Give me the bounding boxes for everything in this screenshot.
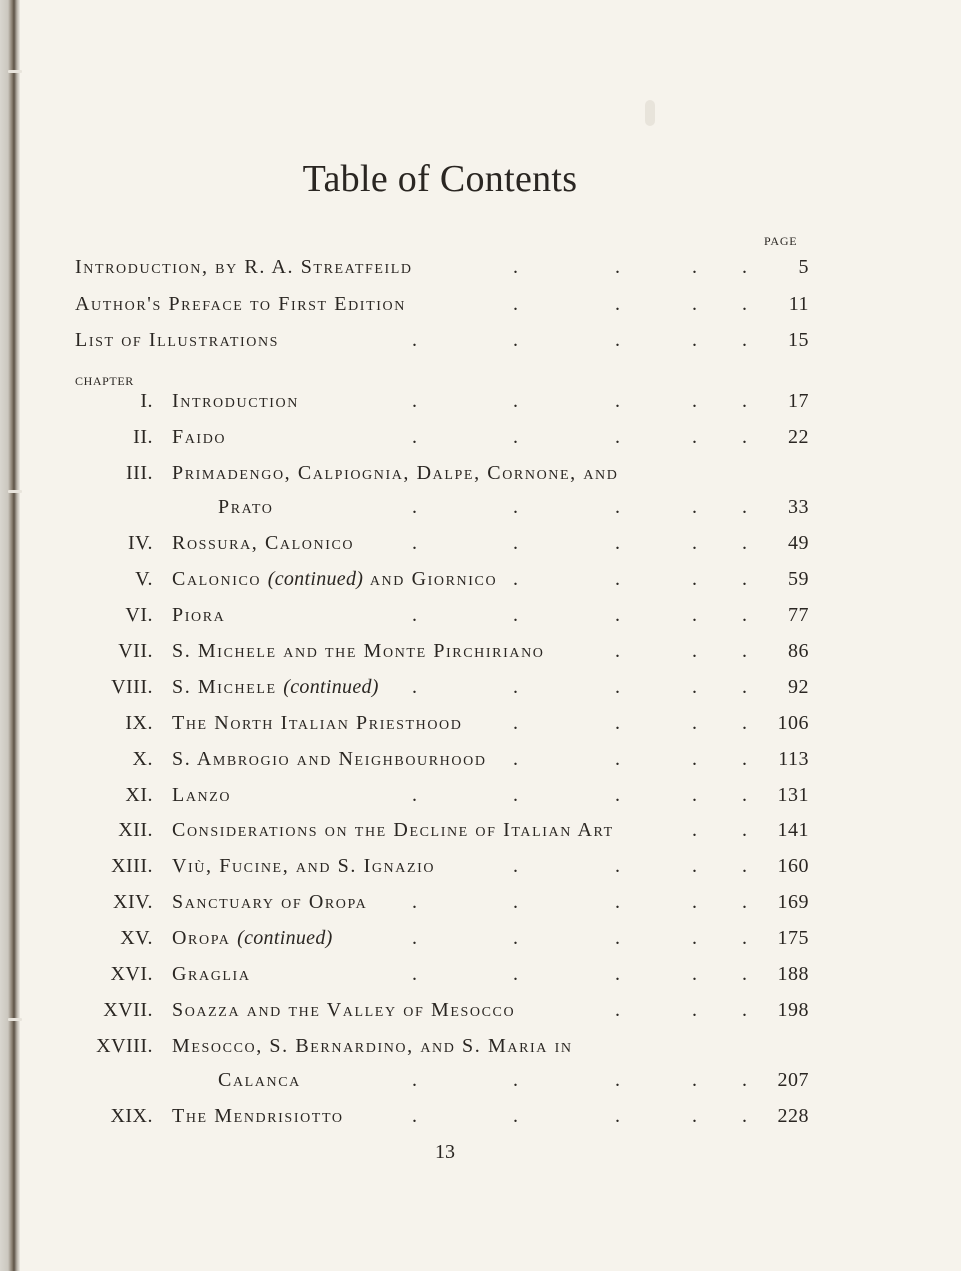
leader-dot: .	[615, 532, 620, 555]
toc-entry-chapter[interactable]	[0, 640, 961, 670]
entry-title: S. Michele (continued)	[172, 675, 379, 698]
leader-dot: .	[742, 256, 747, 278]
leader-dot: .	[412, 963, 417, 985]
page-number: 13	[435, 1141, 455, 1163]
leader-dot: .	[742, 927, 747, 950]
leader-dot: .	[615, 256, 620, 278]
entry-page: 175	[777, 927, 809, 950]
leader-dot: .	[615, 855, 620, 878]
page-column-label: PAGE	[764, 234, 798, 248]
leader-dot: .	[412, 783, 417, 806]
leader-dot: .	[513, 568, 518, 591]
leader-dot: .	[513, 390, 518, 412]
toc-entry-chapter[interactable]	[0, 927, 961, 957]
leader-dot: .	[692, 604, 697, 626]
toc-entry-chapter[interactable]	[0, 676, 961, 706]
entry-page: 15	[788, 329, 809, 351]
toc-entry-continuation[interactable]	[0, 1069, 961, 1099]
leader-dot: .	[513, 425, 518, 448]
leader-dot: .	[513, 496, 518, 519]
leader-dot: .	[692, 639, 697, 662]
entry-page: 5	[798, 256, 809, 278]
entry-page: 228	[777, 1105, 809, 1128]
entry-title: Sanctuary of Oropa	[172, 891, 368, 914]
leader-dot: .	[742, 604, 747, 626]
leader-dot: .	[742, 963, 747, 985]
leader-dot: .	[615, 292, 620, 315]
entry-title: Graglia	[172, 963, 251, 985]
leader-dot: .	[742, 711, 747, 734]
chapter-number: XIII.	[111, 855, 153, 878]
leader-dot: .	[742, 819, 747, 842]
chapter-number: XII.	[118, 819, 153, 842]
leader-dot: .	[513, 783, 518, 806]
entry-title-continued: Calanca	[218, 1069, 301, 1092]
toc-entry-chapter[interactable]	[0, 604, 961, 634]
entry-page: 141	[777, 819, 809, 842]
chapter-number: VII.	[118, 639, 153, 662]
entry-title-italic: (continued)	[267, 568, 364, 591]
leader-dot: .	[412, 496, 417, 519]
entry-title: Piora	[172, 604, 226, 626]
leader-dot: .	[615, 747, 620, 770]
entry-title: The Mendrisiotto	[172, 1105, 344, 1128]
entry-title: Considerations on the Decline of Italian Art	[172, 819, 614, 842]
entry-page: 160	[777, 855, 809, 878]
chapter-number: VI.	[125, 604, 153, 626]
leader-dot: .	[513, 927, 518, 950]
leader-dot: .	[513, 1105, 518, 1128]
chapter-number: XIX.	[110, 1105, 153, 1128]
leader-dot: .	[412, 927, 417, 950]
toc-entry-chapter[interactable]	[0, 426, 961, 456]
leader-dot: .	[692, 425, 697, 448]
leader-dot: .	[742, 532, 747, 555]
toc-entry-chapter[interactable]	[0, 891, 961, 921]
leader-dot: .	[513, 292, 518, 315]
toc-entry-chapter[interactable]	[0, 712, 961, 742]
entry-page: 17	[788, 390, 809, 412]
chapter-number: XV.	[120, 927, 153, 950]
chapter-number: III.	[126, 461, 153, 484]
leader-dot: .	[513, 1069, 518, 1092]
toc-entry-front-matter[interactable]	[0, 256, 961, 286]
entry-title: S. Michele and the Monte Pirchiriano	[172, 639, 545, 662]
leader-dot: .	[742, 855, 747, 878]
leader-dot: .	[615, 639, 620, 662]
leader-dot: .	[692, 496, 697, 519]
entry-page: 131	[777, 783, 809, 806]
leader-dot: .	[742, 639, 747, 662]
entry-title: Viù, Fucine, and S. Ignazio	[172, 855, 436, 878]
entry-page: 33	[788, 496, 809, 519]
leader-dot: .	[692, 927, 697, 950]
leader-dot: .	[742, 425, 747, 448]
leader-dot: .	[615, 604, 620, 626]
leader-dot: .	[692, 1105, 697, 1128]
leader-dot: .	[692, 747, 697, 770]
entry-page: 86	[788, 639, 809, 662]
toc-entry-chapter[interactable]	[0, 748, 961, 778]
chapter-number: XIV.	[113, 891, 153, 914]
entry-page: 113	[778, 747, 809, 770]
leader-dot: .	[513, 747, 518, 770]
entry-page: 207	[777, 1069, 809, 1092]
leader-dot: .	[692, 963, 697, 985]
entry-title: Introduction, by R. A. Streatfeild	[75, 256, 413, 278]
chapter-number: I.	[140, 390, 153, 412]
leader-dot: .	[412, 604, 417, 626]
entry-page: 22	[788, 425, 809, 448]
chapter-column-label: CHAPTER	[75, 374, 134, 388]
leader-dot: .	[692, 390, 697, 412]
chapter-number: V.	[135, 568, 153, 591]
leader-dot: .	[513, 711, 518, 734]
chapter-number: II.	[133, 425, 153, 448]
entry-page: 11	[788, 292, 809, 315]
toc-entry-front-matter[interactable]	[0, 329, 961, 359]
leader-dot: .	[513, 963, 518, 985]
chapter-number: X.	[132, 747, 153, 770]
chapter-number: VIII.	[111, 675, 153, 698]
entry-title: Oropa (continued)	[172, 927, 333, 950]
leader-dot: .	[615, 783, 620, 806]
entry-title: Primadengo, Calpiognia, Dalpe, Cornone, and	[172, 461, 619, 484]
entry-title: List of Illustrations	[75, 329, 280, 351]
leader-dot: .	[692, 532, 697, 555]
entry-page: 198	[777, 998, 809, 1021]
leader-dot: .	[412, 329, 417, 351]
entry-title-continued: Prato	[218, 496, 274, 519]
entry-title: S. Ambrogio and Neighbourhood	[172, 747, 487, 770]
leader-dot: .	[742, 329, 747, 351]
leader-dot: .	[615, 390, 620, 412]
entry-title: Introduction	[172, 390, 299, 412]
toc-entry-chapter[interactable]	[0, 784, 961, 814]
leader-dot: .	[742, 747, 747, 770]
leader-dot: .	[513, 891, 518, 914]
leader-dot: .	[742, 1069, 747, 1092]
toc-entry-chapter[interactable]	[0, 963, 961, 993]
leader-dot: .	[692, 783, 697, 806]
toc-entry-chapter[interactable]	[0, 999, 961, 1029]
toc-entry-chapter[interactable]	[0, 462, 961, 492]
entry-title-italic: (continued)	[237, 927, 333, 950]
paper-smudge	[645, 100, 655, 126]
entry-page: 59	[788, 568, 809, 591]
leader-dot: .	[742, 1105, 747, 1128]
leader-dot: .	[692, 256, 697, 278]
entry-title: Lanzo	[172, 783, 232, 806]
toc-entry-chapter[interactable]	[0, 568, 961, 598]
leader-dot: .	[513, 604, 518, 626]
leader-dot: .	[742, 496, 747, 519]
leader-dot: .	[615, 998, 620, 1021]
entry-page: 188	[777, 963, 809, 985]
leader-dot: .	[615, 1105, 620, 1128]
toc-entry-continuation[interactable]	[0, 496, 961, 526]
leader-dot: .	[412, 675, 417, 698]
entry-title: Soazza and the Valley of Mesocco	[172, 998, 516, 1021]
chapter-number: XVII.	[103, 998, 153, 1021]
leader-dot: .	[615, 963, 620, 985]
chapter-number: XVIII.	[96, 1034, 153, 1057]
entry-title: The North Italian Priesthood	[172, 711, 463, 734]
entry-page: 106	[777, 711, 809, 734]
entry-title: Faido	[172, 425, 227, 448]
chapter-number: IX.	[125, 711, 153, 734]
toc-entry-chapter[interactable]	[0, 855, 961, 885]
toc-entry-front-matter[interactable]	[0, 293, 961, 323]
leader-dot: .	[742, 891, 747, 914]
leader-dot: .	[412, 1069, 417, 1092]
leader-dot: .	[692, 568, 697, 591]
toc-entry-chapter[interactable]	[0, 819, 961, 849]
leader-dot: .	[412, 532, 417, 555]
leader-dot: .	[412, 425, 417, 448]
chapter-number: XVI.	[110, 963, 153, 985]
leader-dot: .	[412, 390, 417, 412]
chapter-number: IV.	[127, 532, 153, 555]
leader-dot: .	[615, 1069, 620, 1092]
toc-entry-chapter[interactable]	[0, 1035, 961, 1065]
leader-dot: .	[412, 1105, 417, 1128]
entry-page: 77	[788, 604, 809, 626]
leader-dot: .	[692, 891, 697, 914]
binding-stitch	[8, 70, 22, 73]
toc-entry-chapter[interactable]	[0, 532, 961, 562]
leader-dot: .	[742, 292, 747, 315]
entry-title: Author's Preface to First Edition	[75, 292, 406, 315]
leader-dot: .	[692, 855, 697, 878]
leader-dot: .	[692, 1069, 697, 1092]
entry-page: 49	[788, 532, 809, 555]
leader-dot: .	[513, 675, 518, 698]
toc-entry-chapter[interactable]	[0, 1105, 961, 1135]
leader-dot: .	[615, 711, 620, 734]
leader-dot: .	[742, 783, 747, 806]
leader-dot: .	[742, 998, 747, 1021]
leader-dot: .	[615, 568, 620, 591]
leader-dot: .	[692, 675, 697, 698]
entry-title: Rossura, Calonico	[172, 532, 355, 555]
page-title: Table of Contents	[302, 158, 578, 200]
leader-dot: .	[615, 425, 620, 448]
entry-page: 92	[788, 675, 809, 698]
entry-title-italic: (continued)	[283, 675, 379, 698]
leader-dot: .	[615, 927, 620, 950]
leader-dot: .	[692, 329, 697, 351]
leader-dot: .	[513, 532, 518, 555]
leader-dot: .	[742, 675, 747, 698]
leader-dot: .	[742, 390, 747, 412]
leader-dot: .	[615, 496, 620, 519]
leader-dot: .	[513, 855, 518, 878]
leader-dot: .	[513, 329, 518, 351]
entry-page: 169	[777, 891, 809, 914]
leader-dot: .	[742, 568, 747, 591]
leader-dot: .	[692, 292, 697, 315]
leader-dot: .	[615, 675, 620, 698]
leader-dot: .	[615, 329, 620, 351]
leader-dot: .	[412, 891, 417, 914]
toc-entry-chapter[interactable]	[0, 390, 961, 420]
leader-dot: .	[692, 819, 697, 842]
leader-dot: .	[692, 711, 697, 734]
leader-dot: .	[615, 891, 620, 914]
entry-title: Mesocco, S. Bernardino, and S. Maria in	[172, 1034, 573, 1057]
entry-title: Calonico (continued) and Giornico	[172, 568, 498, 591]
leader-dot: .	[692, 998, 697, 1021]
leader-dot: .	[513, 256, 518, 278]
chapter-number: XI.	[125, 783, 153, 806]
